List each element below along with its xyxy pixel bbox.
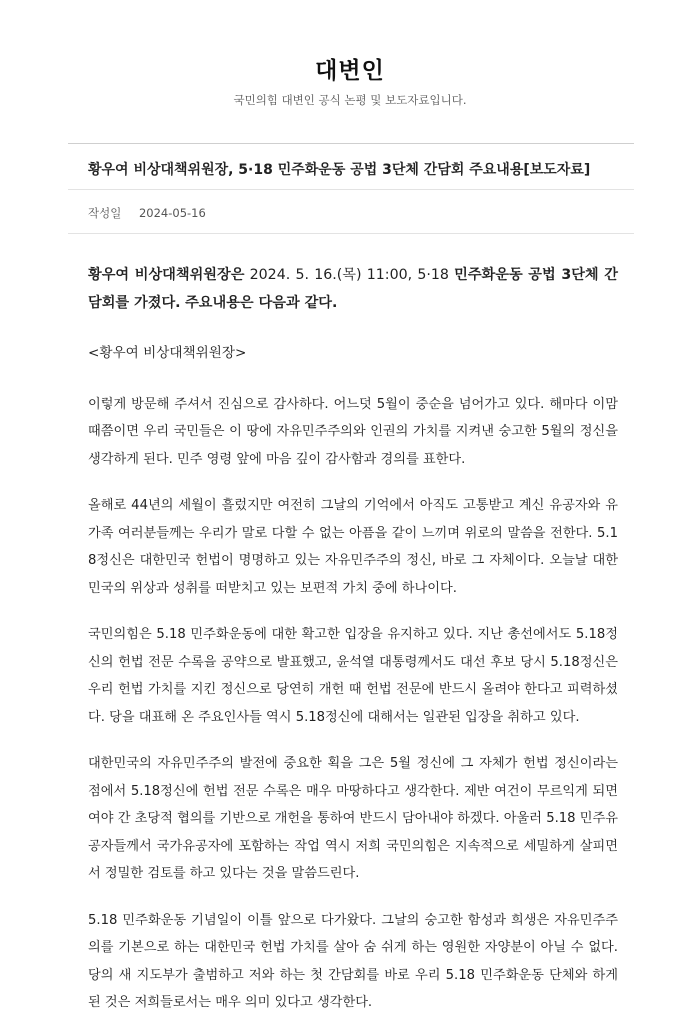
lead-strong-1: 황우여 비상대책위원장은 [88, 267, 245, 283]
article-body [88, 261, 618, 1036]
date-label: 작성일 [88, 206, 122, 220]
post-date: 2024-05-16 [138, 206, 206, 220]
lead-middle: 2024. 5. 16.(목) 11:00, 5·18 [244, 267, 455, 283]
title-divider [68, 189, 634, 190]
section-heading: <황우여 비상대책위원장> [88, 345, 247, 361]
blog-description: 국민의힘 대변인 공식 논평 및 보도자료입니다. [233, 93, 467, 107]
post-title: 황우여 비상대책위원장, 5·18 민주화운동 공법 3단체 간담회 주요내용[보도자료] [88, 162, 591, 178]
lead-strong-3: 주요내용은 다음과 같다. [185, 295, 338, 311]
lead-strong-2: 민주화운동 공법 3단체 간담회를 가졌다. [88, 267, 618, 311]
body-paragraph-2: 올해로 44년의 세월이 흘렀지만 여전히 그날의 기억에서 아직도 고통받고 계신 유공자와 유가족 여러분들께는 우리가 말로 다할 수 없는 아픔을 같이 느끼며 위로의 말씀을 전한다. 5.18정신은 대한민국 헌법이 명명하고 있는 자유민주주의 정신, 바로 그 자체이다. 오늘날 대한민국의 위상과 성취를 떠받치고 있는 보편적 가치 중에 하나이다. [88, 498, 618, 596]
body-paragraph-4: 대한민국의 자유민주주의 발전에 중요한 획을 그은 5월 정신에 그 자체가 헌법 정신이라는 점에서 5.18정신에 헌법 전문 수록은 매우 마땅하다고 생각한다. 제반 여건이 무르익게 되면 여야 간 초당적 협의를 기반으로 개헌을 통하여 반드시 담아내야 하겠다. 아울러 5.18 민주유공자들께서 국가유공자에 포함하는 작업 역시 저희 국민의힘은 지속적으로 세밀하게 살피면서 정밀한 검토를 하고 있다는 것을 말씀드린다. [88, 756, 618, 881]
body-paragraph-5: 5.18 민주화운동 기념일이 이틀 앞으로 다가왔다. 그날의 숭고한 함성과 희생은 자유민주주의를 기본으로 하는 대한민국 헌법 가치를 살아 숨 쉬게 하는 영원한 자양분이 아닐 수 없다. 당의 새 지도부가 출범하고 저와 하는 첫 간담회를 바로 우리 5.18 민주화운동 단체와 하게 된 것은 저희들로서는 매우 의미 있다고 생각한다. [88, 912, 618, 1010]
header-divider [68, 143, 634, 144]
post-meta [88, 205, 206, 221]
body-paragraph-1: 이렇게 방문해 주셔서 진심으로 감사하다. 어느덧 5월이 중순을 넘어가고 있다. 해마다 이맘때쯤이면 우리 국민들은 이 땅에 자유민주주의와 인권의 가치를 지켜낸 숭고한 5월의 정신을 생각하게 된다. 민주 영령 앞에 마음 깊이 감사함과 경의를 표한다. [88, 396, 618, 467]
blog-title[interactable]: 대변인 [315, 58, 385, 84]
meta-divider [68, 233, 634, 234]
body-paragraph-3: 국민의힘은 5.18 민주화운동에 대한 확고한 입장을 유지하고 있다. 지난 총선에서도 5.18정신의 헌법 전문 수록을 공약으로 발표했고, 윤석열 대통령께서도 대선 후보 당시 5.18정신은 우리 헌법 가치를 지킨 정신으로 당연히 개헌 때 헌법 전문에 반드시 올려야 한다고 피력하셨다. 당을 대표해 온 주요인사들 역시 5.18정신에 대해서는 일관된 입장을 취하고 있다. [88, 627, 618, 725]
lead-paragraph [88, 261, 618, 317]
